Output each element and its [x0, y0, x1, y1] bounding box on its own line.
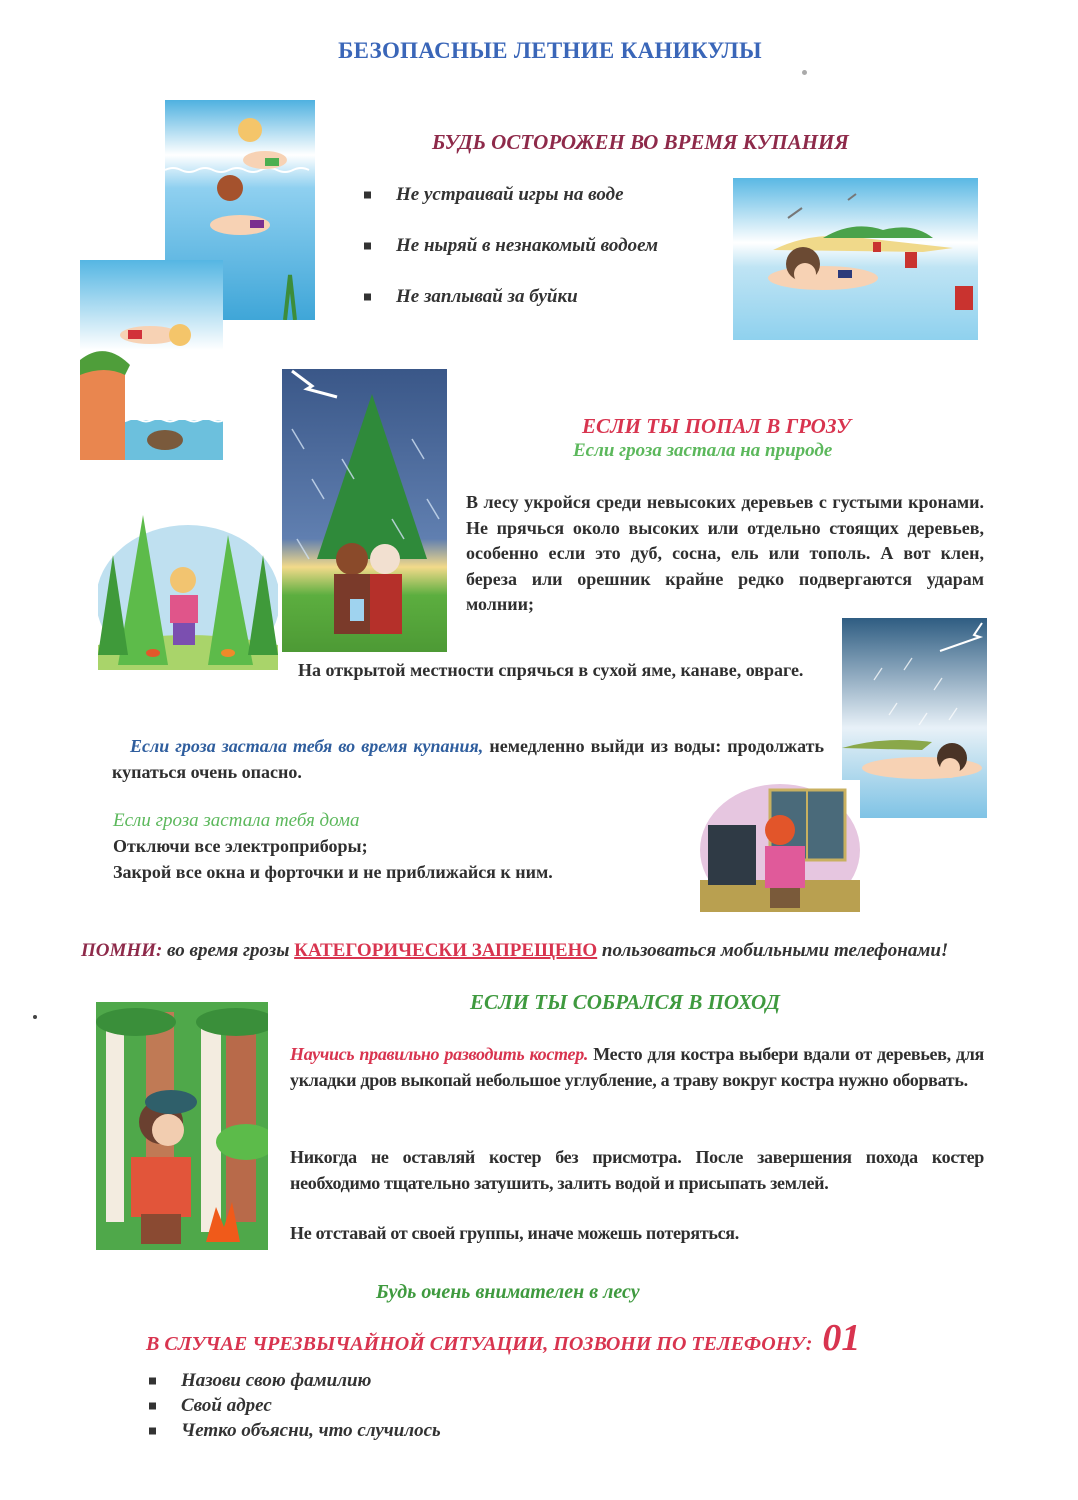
storm-heading: ЕСЛИ ТЫ ПОПАЛ В ГРОЗУ [582, 414, 851, 438]
hike-heading: ЕСЛИ ТЫ СОБРАЛСЯ В ПОХОД [470, 990, 780, 1014]
hike-fire-text [290, 1042, 984, 1093]
illustration-kids-under-tree-rain [282, 369, 447, 652]
swimming-heading: БУДЬ ОСТОРОЖЕН ВО ВРЕМЯ КУПАНИЯ [432, 130, 849, 154]
scan-dot [802, 70, 807, 75]
storm-swimming-lead: Если гроза застала тебя во время купания, [130, 736, 484, 756]
hike-fire-rest: Место для костра выбери вдали от деревьев, для укладки дров выкопай небольшое углубление, а траву вокруг костра нужно оборвать. [290, 1044, 984, 1090]
list-item: Назови свою фамилию [149, 1368, 441, 1393]
page-title: БЕЗОПАСНЫЕ ЛЕТНИЕ КАНИКУЛЫ [338, 38, 762, 63]
remember-text: во время грозы [162, 940, 295, 961]
storm-home-line: Отключи все электроприборы; [113, 836, 368, 856]
storm-swimming-text [112, 734, 824, 785]
list-item: Не устраивай игры на воде [364, 182, 658, 208]
storm-home-line: Закрой все окна и форточки и не приближайся к ним. [113, 862, 553, 882]
swimming-rules-list [364, 182, 658, 310]
remember-warning [81, 938, 985, 963]
scan-dot [33, 1015, 37, 1019]
storm-home-heading: Если гроза застала тебя дома [113, 810, 360, 831]
hike-fire-lead: Научись правильно разводить костер. [290, 1044, 589, 1064]
forest-attention-note: Будь очень внимателен в лесу [376, 1281, 640, 1303]
list-item: Не заплывай за буйки [364, 284, 658, 310]
illustration-boy-diving [80, 260, 223, 460]
storm-open-area-text: На открытой местности спрячься в сухой яме, канаве, овраге. [298, 660, 804, 680]
emergency-heading-row [146, 1316, 860, 1360]
list-item: Не ныряй в незнакомый водоем [364, 233, 658, 259]
list-item: Свой адрес [149, 1393, 441, 1418]
hike-paragraph: Никогда не оставляй костер без присмотра. После завершения похода костер необходимо тщательно затушить, залить водой и присыпать землей. [290, 1147, 984, 1193]
storm-swimming-rest: немедленно выйди из воды: продолжать купаться очень опасно. [112, 736, 824, 782]
forbidden-highlight: КАТЕГОРИЧЕСКИ ЗАПРЕЩЕНО [294, 940, 598, 961]
storm-subheading: Если гроза застала на природе [573, 440, 833, 461]
illustration-boy-swimming-buoys [733, 178, 978, 340]
emergency-phone-number: 01 [822, 1317, 861, 1359]
list-item: Четко объясни, что случилось [149, 1418, 441, 1443]
illustration-boy-in-forest [98, 505, 278, 670]
emergency-heading: В СЛУЧАЕ ЧРЕЗВЫЧАЙНОЙ СИТУАЦИИ, ПОЗВОНИ ПО ТЕЛЕФОНУ: [146, 1333, 813, 1355]
emergency-instructions-list [149, 1368, 441, 1443]
illustration-boy-swimming-in-rain [842, 618, 987, 818]
illustration-boy-unplugging-tv [700, 780, 860, 912]
hike-paragraph: Не отставай от своей группы, иначе можешь потеряться. [290, 1223, 739, 1243]
storm-forest-text: В лесу укройся среди невысоких деревьев с густыми кронами. Не прячься около высоких или отдельно стоящих деревьев, особенно если это дуб, сосна, ель или тополь. А вот клен, береза или орешник крайне редко подвергаются ударам молнии; [466, 492, 984, 615]
remember-label: ПОМНИ: [81, 940, 163, 961]
remember-text: пользоваться мобильными телефонами! [597, 940, 949, 961]
illustration-boy-by-campfire [96, 1002, 268, 1250]
